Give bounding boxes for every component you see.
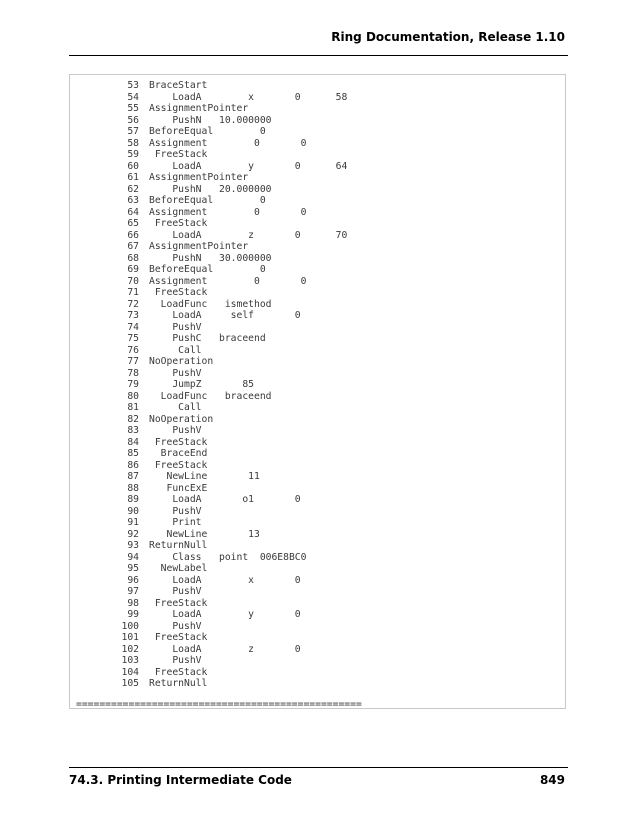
- code-line-number: 69: [127, 264, 139, 275]
- code-line-number: 96: [127, 574, 139, 586]
- code-line-number: 74: [127, 321, 139, 333]
- code-line-text: Class point 006E8BC0: [149, 551, 307, 563]
- code-line-number: 92: [127, 528, 139, 540]
- code-line: [70, 287, 565, 299]
- code-line-number: 89: [127, 494, 139, 505]
- header-rule: [69, 55, 568, 56]
- code-line-text: ReturnNull: [149, 678, 208, 689]
- code-line-text: NewLine 11: [149, 471, 260, 482]
- code-line-text: FreeStack: [149, 436, 208, 448]
- code-line: [70, 138, 565, 150]
- code-line-number: 81: [127, 402, 139, 413]
- code-line-number: 94: [127, 551, 139, 563]
- code-line-text: LoadA y 0 64: [149, 160, 348, 172]
- code-line: [70, 356, 565, 368]
- code-line-text: BeforeEqual 0: [149, 195, 266, 206]
- code-line-number: 100: [121, 620, 139, 632]
- code-line-number: 99: [127, 609, 139, 620]
- code-line: [70, 253, 565, 265]
- code-line-number: 101: [121, 632, 139, 643]
- code-line: [70, 563, 565, 575]
- code-line-number: 57: [127, 126, 139, 137]
- code-line-text: PushV: [149, 367, 202, 379]
- code-line-text: FreeStack: [149, 149, 208, 160]
- code-line: [70, 460, 565, 472]
- code-line-text: FreeStack: [149, 287, 208, 298]
- code-line: [70, 322, 565, 334]
- code-line-text: Call: [149, 402, 202, 413]
- code-line: [70, 586, 565, 598]
- code-line-text: NoOperation: [149, 413, 214, 425]
- code-line-text: BraceStart: [149, 80, 208, 91]
- code-line-number: 93: [127, 540, 139, 551]
- code-line-text: FuncExE: [149, 482, 208, 494]
- code-line-number: 97: [127, 586, 139, 597]
- code-line-number: 71: [127, 287, 139, 298]
- code-line: [70, 92, 565, 104]
- code-lines: [70, 80, 565, 690]
- code-line: [70, 161, 565, 173]
- code-line-text: JumpZ 85: [149, 379, 254, 390]
- code-line: [70, 230, 565, 242]
- code-line: [70, 655, 565, 667]
- code-line-text: Assignment 0 0: [149, 137, 307, 149]
- code-line: [70, 379, 565, 391]
- code-line-number: 76: [127, 344, 139, 356]
- code-line-text: FreeStack: [149, 632, 208, 643]
- code-line-number: 91: [127, 517, 139, 528]
- code-line-number: 64: [127, 206, 139, 218]
- code-line: [70, 149, 565, 161]
- code-line-number: 67: [127, 241, 139, 252]
- code-line: [70, 345, 565, 357]
- code-line: [70, 540, 565, 552]
- code-line: [70, 264, 565, 276]
- code-line: [70, 667, 565, 679]
- code-line-number: 73: [127, 310, 139, 321]
- footer-rule: [69, 767, 568, 768]
- code-line: [70, 299, 565, 311]
- code-line: [70, 333, 565, 345]
- code-line-number: 61: [127, 172, 139, 183]
- code-line: [70, 621, 565, 633]
- code-line-number: 62: [127, 183, 139, 195]
- code-line: [70, 517, 565, 529]
- code-line: [70, 218, 565, 230]
- code-line: [70, 184, 565, 196]
- code-line-number: 55: [127, 103, 139, 114]
- code-line-number: 87: [127, 471, 139, 482]
- code-line-number: 72: [127, 298, 139, 310]
- code-block: [69, 74, 566, 709]
- code-line-text: BeforeEqual 0: [149, 264, 266, 275]
- code-line-text: Assignment 0 0: [149, 206, 307, 218]
- code-line-number: 63: [127, 195, 139, 206]
- code-line-number: 59: [127, 149, 139, 160]
- code-line: [70, 552, 565, 564]
- code-line-text: PushV: [149, 655, 202, 666]
- code-line-text: PushV: [149, 321, 202, 333]
- code-line-text: PushV: [149, 425, 202, 436]
- code-line-text: NoOperation: [149, 356, 214, 367]
- code-line-number: 82: [127, 413, 139, 425]
- code-line-number: 90: [127, 505, 139, 517]
- code-line-number: 66: [127, 229, 139, 241]
- code-line-number: 84: [127, 436, 139, 448]
- code-line: [70, 80, 565, 92]
- code-line-number: 56: [127, 114, 139, 126]
- code-line-number: 79: [127, 379, 139, 390]
- code-line-number: 86: [127, 459, 139, 471]
- code-line-text: ReturnNull: [149, 540, 208, 551]
- code-line-number: 88: [127, 482, 139, 494]
- code-line-number: 105: [121, 678, 139, 689]
- code-line: [70, 575, 565, 587]
- code-line: [70, 172, 565, 184]
- footer-section-title: 74.3. Printing Intermediate Code: [69, 773, 292, 787]
- code-line: [70, 425, 565, 437]
- code-line-number: 83: [127, 425, 139, 436]
- code-line-text: LoadA z 0 70: [149, 229, 348, 241]
- code-line: [70, 609, 565, 621]
- code-line-number: 75: [127, 333, 139, 344]
- code-line: [70, 483, 565, 495]
- code-line: [70, 598, 565, 610]
- code-line: [70, 241, 565, 253]
- code-line: [70, 506, 565, 518]
- code-line: [70, 494, 565, 506]
- code-line-number: 78: [127, 367, 139, 379]
- code-line-text: LoadA y 0: [149, 609, 301, 620]
- code-line-text: FreeStack: [149, 666, 208, 678]
- code-line-text: AssignmentPointer: [149, 172, 249, 183]
- code-line: [70, 632, 565, 644]
- code-line-text: LoadA x 0 58: [149, 91, 348, 103]
- code-line: [70, 126, 565, 138]
- code-line-text: LoadA o1 0: [149, 494, 301, 505]
- code-line-number: 104: [121, 666, 139, 678]
- code-line-text: LoadFunc ismethod: [149, 298, 272, 310]
- code-line: [70, 678, 565, 690]
- code-line-text: LoadA z 0: [149, 643, 301, 655]
- code-line-text: BeforeEqual 0: [149, 126, 266, 137]
- code-line-text: FreeStack: [149, 218, 208, 229]
- code-line-text: FreeStack: [149, 597, 208, 609]
- code-line-text: BraceEnd: [149, 448, 208, 459]
- code-line-text: Call: [149, 344, 202, 356]
- code-line: [70, 644, 565, 656]
- code-line-text: AssignmentPointer: [149, 103, 249, 114]
- code-line-number: 102: [121, 643, 139, 655]
- code-line-number: 95: [127, 563, 139, 574]
- code-line-number: 77: [127, 356, 139, 367]
- code-line: [70, 402, 565, 414]
- code-line-text: PushC braceend: [149, 333, 266, 344]
- code-line: [70, 276, 565, 288]
- code-line: [70, 529, 565, 541]
- code-separator: =================================================: [76, 699, 362, 710]
- code-line-text: NewLabel: [149, 563, 208, 574]
- code-line: [70, 414, 565, 426]
- code-line-text: AssignmentPointer: [149, 241, 249, 252]
- code-line-text: PushN 20.000000: [149, 183, 272, 195]
- code-line: [70, 115, 565, 127]
- code-line-text: PushV: [149, 620, 202, 632]
- code-line-text: PushV: [149, 586, 202, 597]
- code-line-number: 98: [127, 597, 139, 609]
- code-line-text: LoadA x 0: [149, 574, 301, 586]
- code-line-number: 54: [127, 91, 139, 103]
- code-line-text: PushN 30.000000: [149, 252, 272, 264]
- code-line-text: LoadFunc braceend: [149, 390, 272, 402]
- code-line: [70, 207, 565, 219]
- code-line-number: 80: [127, 390, 139, 402]
- code-line-number: 58: [127, 137, 139, 149]
- code-line: [70, 103, 565, 115]
- code-line-number: 85: [127, 448, 139, 459]
- page-header-title: Ring Documentation, Release 1.10: [331, 30, 565, 44]
- code-line-number: 53: [127, 80, 139, 91]
- code-line: [70, 195, 565, 207]
- footer-page-number: 849: [539, 773, 565, 787]
- code-line: [70, 391, 565, 403]
- code-line: [70, 437, 565, 449]
- code-line-text: PushV: [149, 505, 202, 517]
- code-line: [70, 368, 565, 380]
- code-line-number: 70: [127, 275, 139, 287]
- code-line-text: LoadA self 0: [149, 310, 301, 321]
- code-line-number: 60: [127, 160, 139, 172]
- code-line-text: FreeStack: [149, 459, 208, 471]
- code-line-number: 65: [127, 218, 139, 229]
- code-line-text: Assignment 0 0: [149, 275, 307, 287]
- code-line: [70, 471, 565, 483]
- code-line-number: 103: [121, 655, 139, 666]
- code-line-number: 68: [127, 252, 139, 264]
- code-line-text: NewLine 13: [149, 528, 260, 540]
- code-line: [70, 310, 565, 322]
- code-line-text: Print: [149, 517, 202, 528]
- code-line: [70, 448, 565, 460]
- code-line-text: PushN 10.000000: [149, 114, 272, 126]
